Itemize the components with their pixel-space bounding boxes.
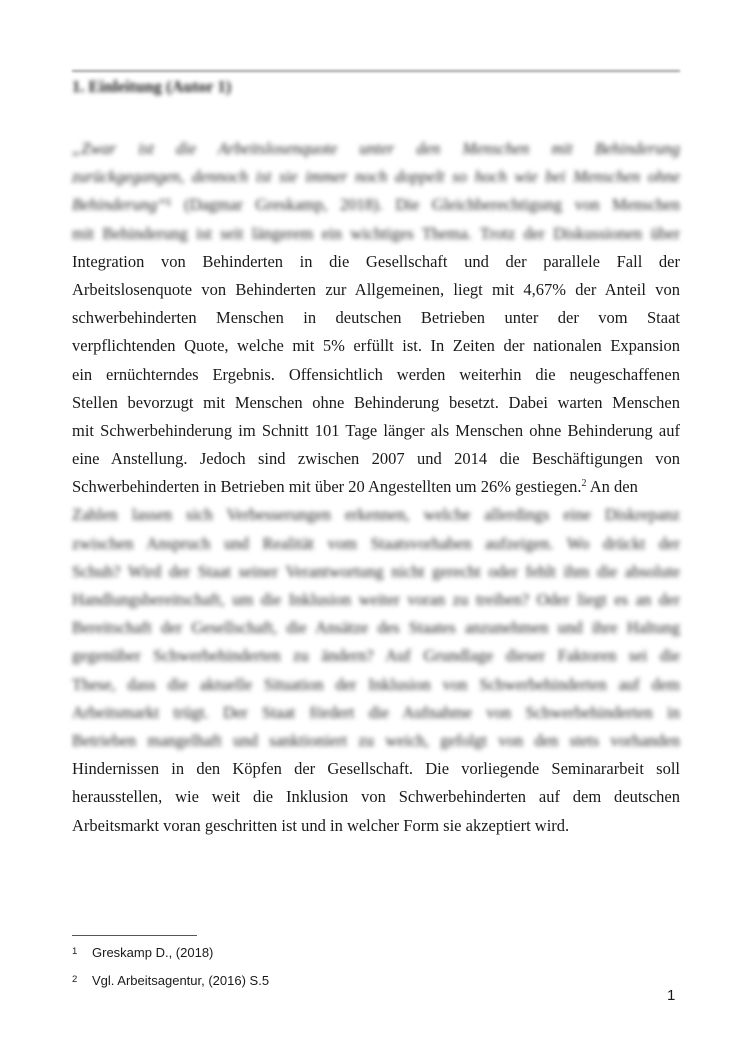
text-line: Zahlen lassen sich Verbesserungen erkennen, welche allerdings eine Diskrepanz [72, 505, 680, 525]
text-line: zurückgegangen, dennoch ist sie immer noch doppelt so hoch wie bei Menschen ohne [72, 167, 680, 187]
text-line: Behinderung“¹ (Dagmar Greskamp, 2018). Die Gleichberechtigung von Menschen [72, 195, 680, 215]
text-line: herausstellen, wie weit die Inklusion von Schwerbehinderten auf dem deutschen [72, 787, 680, 807]
section-heading: 1. Einleitung (Autor 1) [72, 77, 232, 96]
introduction-paragraph [72, 135, 680, 840]
text-line: Stellen bevorzugt mit Menschen ohne Behinderung besetzt. Dabei warten Menschen [72, 392, 680, 412]
text-line: Integration von Behinderten in die Gesellschaft und der parallele Fall der [72, 251, 680, 271]
text-line: eine Anstellung. Jedoch sind zwischen 2007 und 2014 die Beschäftigungen von [72, 449, 680, 469]
text-line: gegenüber Schwerbehinderten zu ändern? Auf Grundlage dieser Faktoren sei die [72, 646, 680, 666]
page-number: 1 [667, 987, 676, 1004]
text-line: Bereitschaft der Gesellschaft, die Ansätze des Staates anzunehmen und ihre Haltung [72, 618, 680, 638]
text-line: Hindernissen in den Köpfen der Gesellschaft. Die vorliegende Seminararbeit soll [72, 759, 680, 779]
text-line: zwischen Anspruch und Realität vom Staatsvorhaben aufzeigen. Wo drückt der [72, 533, 680, 553]
text-line: Arbeitsmarkt voran geschritten ist und in welcher Form sie akzeptiert wird. [72, 815, 570, 835]
text-line: Handlungsbereitschaft, um die Inklusion weiter voran zu treiben? Oder liegt es an der [72, 590, 680, 609]
text-line: schwerbehinderten Menschen in deutschen Betrieben unter der vom Staat [72, 308, 680, 328]
footnote-separator [72, 935, 197, 936]
text-line: mit Behinderung ist seit längerem ein wichtiges Thema. Trotz der Diskussionen über [72, 223, 680, 243]
footnote-number: 2 [72, 974, 78, 985]
text-line: Schwerbehinderten in Betrieben mit über 20 Angestellten um 26% gestiegen.$^2$ An den [72, 477, 638, 497]
text-line: Betrieben mangelhaft und sanktioniert zu weich, gefolgt von den stets vorhanden [72, 730, 680, 750]
text-line: verpflichtenden Quote, welche mit 5% erfüllt ist. In Zeiten der nationalen Expansion [72, 336, 680, 356]
text-line: ein ernüchterndes Ergebnis. Offensichtlich werden weiterhin die neugeschaffenen [72, 364, 680, 384]
footnote-text: Vgl. Arbeitsagentur, (2016) S.5 [92, 973, 270, 988]
text-line: Schuh? Wird der Staat seiner Verantwortung nicht gerecht oder fehlt ihm die absolute [72, 561, 680, 581]
text-line: mit Schwerbehinderung im Schnitt 101 Tage länger als Menschen ohne Behinderung auf [72, 420, 680, 440]
header-rule [72, 70, 680, 72]
footnote-reference[interactable]: 2 [581, 478, 587, 490]
footnote [72, 971, 672, 989]
footnote-text: Greskamp D., (2018) [92, 945, 214, 960]
text-line: Arbeitslosenquote von Behinderten zur Allgemeinen, liegt mit 4,67% der Anteil von [72, 279, 680, 299]
footnote-number: 1 [72, 946, 78, 957]
text-line: These, dass die aktuelle Situation der Inklusion von Schwerbehinderten auf dem [72, 674, 680, 694]
text-line: Arbeitsmarkt trügt. Der Staat fördert die Aufnahme von Schwerbehinderten in [72, 702, 680, 722]
footnote [72, 943, 672, 961]
text-line: „Zwar ist die Arbeitslosenquote unter den Menschen mit Behinderung [72, 139, 680, 158]
